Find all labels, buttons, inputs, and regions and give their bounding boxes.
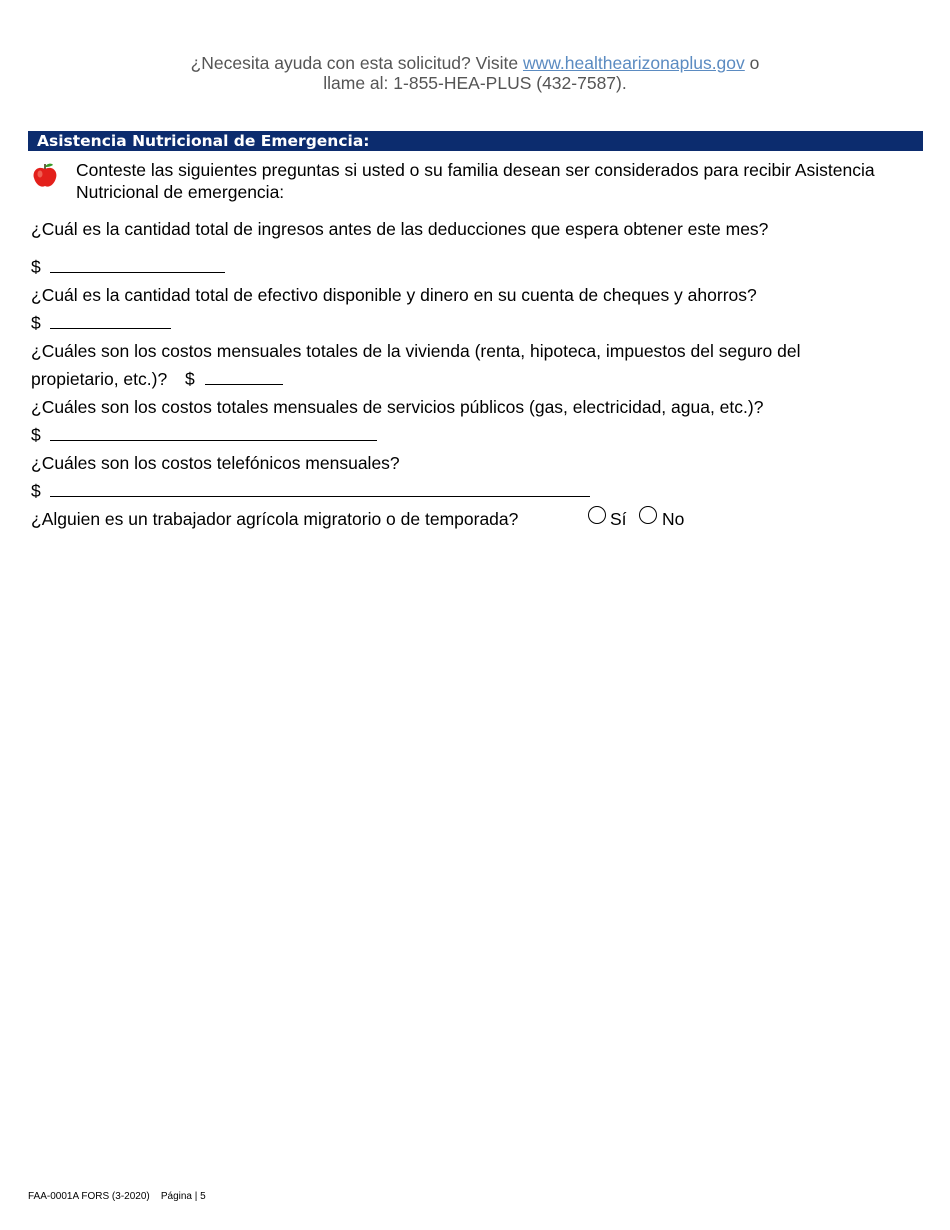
question-farmworker: ¿Alguien es un trabajador agrícola migratorio o de temporada? [31,509,519,529]
question-phone: ¿Cuáles son los costos telefónicos mensuales? [31,453,400,473]
income-field[interactable] [50,272,225,273]
page-number: Página | 5 [160,1191,206,1202]
cash-field[interactable] [50,328,171,329]
form-id: FAA-0001A FORS (3-2020) [28,1191,150,1202]
apple-icon [31,161,59,189]
yes-label: Sí [610,509,627,529]
yes-radio[interactable] [588,506,606,524]
currency-symbol: $ [31,425,41,445]
intro-text: Conteste las siguientes preguntas si usted o su familia desean ser considerados para recibir Asistencia Nutricional de emergencia: [76,160,875,202]
help-text: ¿Necesita ayuda con esta solicitud? Visite [190,53,523,73]
currency-symbol: $ [185,369,195,389]
phone-cost-field[interactable] [50,496,590,497]
no-radio[interactable] [639,506,657,524]
question-income: ¿Cuál es la cantidad total de ingresos antes de las deducciones que espera obtener este mes? [31,219,769,239]
website-link[interactable]: www.healthearizonaplus.gov [522,53,745,73]
question-utilities: ¿Cuáles son los costos totales mensuales de servicios públicos (gas, electricidad, agua, etc.)? [31,397,764,417]
currency-symbol: $ [31,257,41,277]
question-cash: ¿Cuál es la cantidad total de efectivo disponible y dinero en su cuenta de cheques y ahorros? [31,285,757,305]
question-housing-cont: propietario, etc.)? [31,369,168,389]
currency-symbol: $ [31,481,41,501]
footer [28,1190,206,1204]
housing-field[interactable] [205,384,283,385]
phone-text: llame al: 1-855-HEA-PLUS (432-7587). [323,73,627,93]
no-label: No [662,509,685,529]
help-header [0,53,950,93]
question-housing: ¿Cuáles son los costos mensuales totales de la vivienda (renta, hipoteca, impuestos del seguro del [31,341,801,361]
currency-symbol: $ [31,313,41,333]
help-text-suffix: o [744,53,760,73]
section-title: Asistencia Nutricional de Emergencia: [28,131,923,151]
utilities-field[interactable] [50,440,377,441]
